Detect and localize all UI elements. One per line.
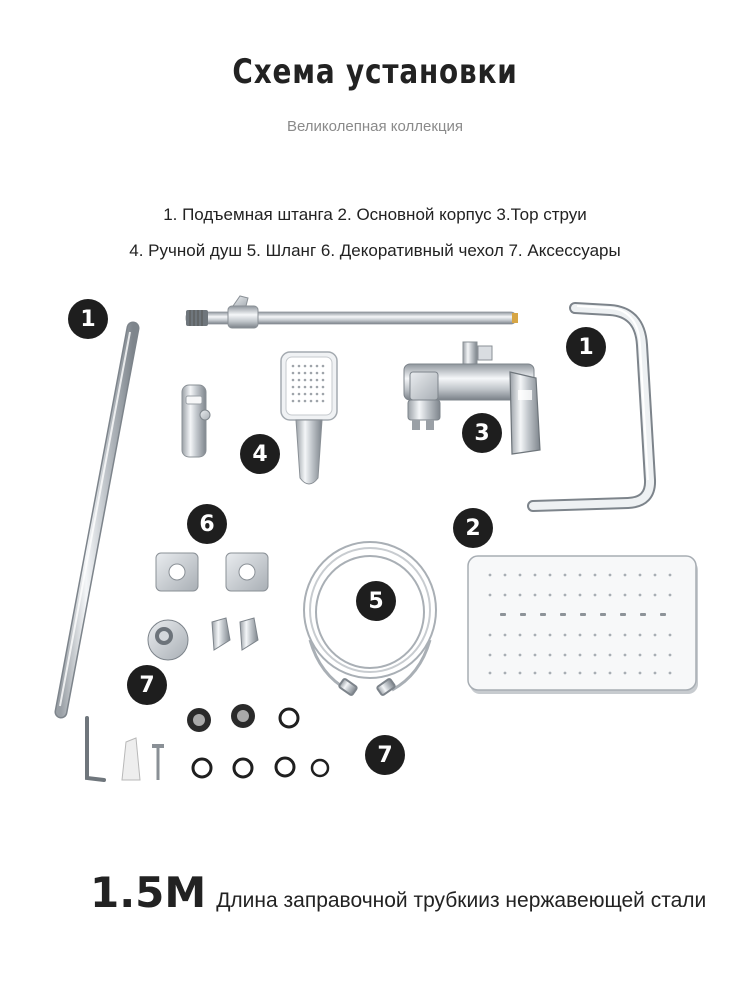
decorative-covers-illustration [156,553,268,591]
footer-length: 1.5M [90,868,207,917]
wall-flange-illustration [148,620,188,660]
legend-line-1: 1. Подъемная штанга 2. Основной корпус 3.Тор струи [163,205,587,224]
rain-shower-head-illustration [468,556,698,694]
badge-7-accessories-right: 7 [365,735,405,775]
page-subtitle: Великолепная коллекция [286,118,464,135]
legend-line-2: 4. Ручной душ 5. Шланг 6. Декоративный чехол 7. Аксессуары [129,241,621,260]
badge-6-covers: 6 [187,504,227,544]
slide-bar-illustration [186,296,518,328]
mounting-hardware-illustration [87,718,164,780]
slider-clamp-illustration [182,385,210,457]
page-title: Схема установки [232,52,518,92]
footer-description: Длина заправочной трубкииз нержавеющей стали [216,889,707,912]
badge-2-main-body: 2 [453,508,493,548]
badge-1-rod: 1 [68,299,108,339]
lifting-rod-illustration [60,328,133,712]
hand-shower-illustration [281,352,337,484]
gaskets-illustration [187,704,328,777]
badge-5-hose: 5 [356,581,396,621]
badge-3-jet: 3 [462,413,502,453]
badge-7-accessories-left: 7 [127,665,167,705]
badge-4-hand-shower: 4 [240,434,280,474]
eccentric-connectors-illustration [212,618,258,650]
badge-1-arm: 1 [566,327,606,367]
footer-caption [90,868,706,917]
